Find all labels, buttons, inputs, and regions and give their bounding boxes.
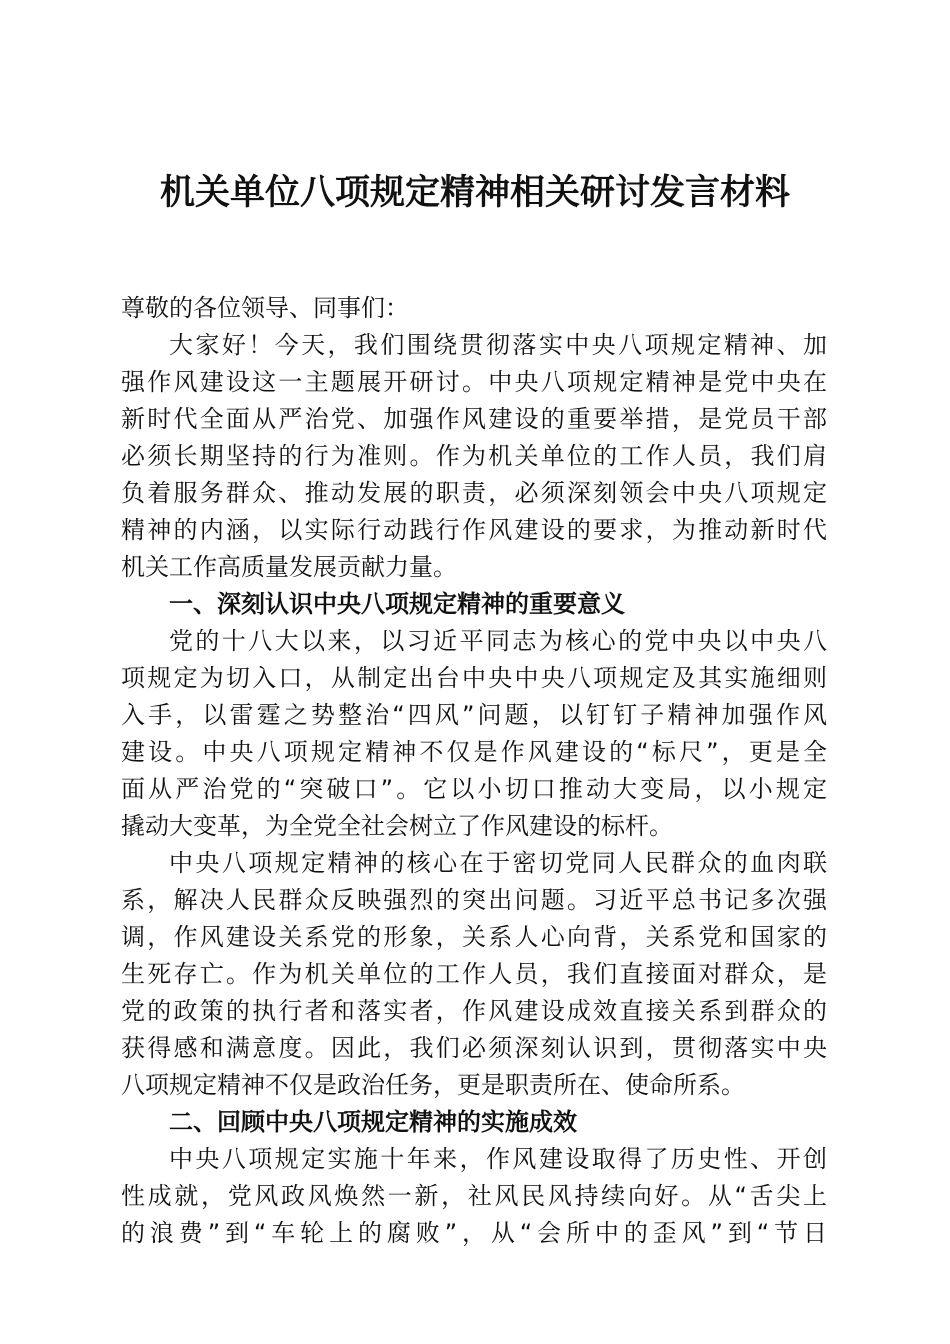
intro-line: 精神的内涵，以实际行动践行作风建设的要求，为推动新时代 bbox=[121, 516, 827, 544]
section-heading-1: 一、深刻认识中央八项规定精神的重要意义 bbox=[169, 590, 625, 618]
intro-line: 大家好！今天，我们围绕贯彻落实中央八项规定精神、加 bbox=[169, 331, 827, 359]
section1-p2-line: 中央八项规定精神的核心在于密切党同人民群众的血肉联 bbox=[169, 849, 827, 877]
document-title: 机关单位八项规定精神相关研讨发言材料 bbox=[159, 172, 790, 213]
section1-p1-line: 面从严治党的“突破口”。它以小切口推动大变局，以小规定 bbox=[121, 775, 827, 803]
intro-line: 新时代全面从严治党、加强作风建设的重要举措，是党员干部 bbox=[121, 405, 827, 433]
intro-line: 强作风建设这一主题展开研讨。中央八项规定精神是党中央在 bbox=[121, 368, 827, 396]
intro-line: 机关工作高质量发展贡献力量。 bbox=[121, 553, 457, 581]
section2-p1-line: 性成就，党风政风焕然一新，社风民风持续向好。从“舌尖上 bbox=[121, 1182, 827, 1210]
section1-p2-line: 系，解决人民群众反映强烈的突出问题。习近平总书记多次强 bbox=[121, 886, 827, 914]
section1-p2-line: 党的政策的执行者和落实者，作风建设成效直接关系到群众的 bbox=[121, 997, 827, 1025]
intro-line: 必须长期坚持的行为准则。作为机关单位的工作人员，我们肩 bbox=[121, 442, 827, 470]
section1-p2-line: 生死存亡。作为机关单位的工作人员，我们直接面对群众，是 bbox=[121, 960, 827, 988]
document-body bbox=[121, 290, 827, 1252]
section1-p1-line: 撬动大变革，为全党全社会树立了作风建设的标杆。 bbox=[121, 812, 673, 840]
intro-line: 负着服务群众、推动发展的职责，必须深刻领会中央八项规定 bbox=[121, 479, 827, 507]
section1-p2-line: 调，作风建设关系党的形象，关系人心向背，关系党和国家的 bbox=[121, 923, 827, 951]
section2-p1-line: 中央八项规定实施十年来，作风建设取得了历史性、开创 bbox=[169, 1145, 827, 1173]
section1-p2-line: 八项规定精神不仅是政治任务，更是职责所在、使命所系。 bbox=[121, 1071, 745, 1099]
section1-p1-line: 建设。中央八项规定精神不仅是作风建设的“标尺”，更是全 bbox=[121, 738, 827, 766]
section1-p2-line: 获得感和满意度。因此，我们必须深刻认识到，贯彻落实中央 bbox=[121, 1034, 827, 1062]
section1-p1-line: 入手，以雷霆之势整治“四风”问题，以钉钉子精神加强作风 bbox=[121, 701, 827, 729]
section1-p1-line: 项规定为切入口，从制定出台中央中央八项规定及其实施细则 bbox=[121, 664, 827, 692]
section-heading-2: 二、回顾中央八项规定精神的实施成效 bbox=[169, 1108, 577, 1136]
section2-p1-line: 的浪费”到“车轮上的腐败”，从“会所中的歪风”到“节日 bbox=[121, 1219, 827, 1247]
salutation: 尊敬的各位领导、同事们： bbox=[121, 294, 409, 322]
section1-p1-line: 党的十八大以来，以习近平同志为核心的党中央以中央八 bbox=[169, 627, 827, 655]
